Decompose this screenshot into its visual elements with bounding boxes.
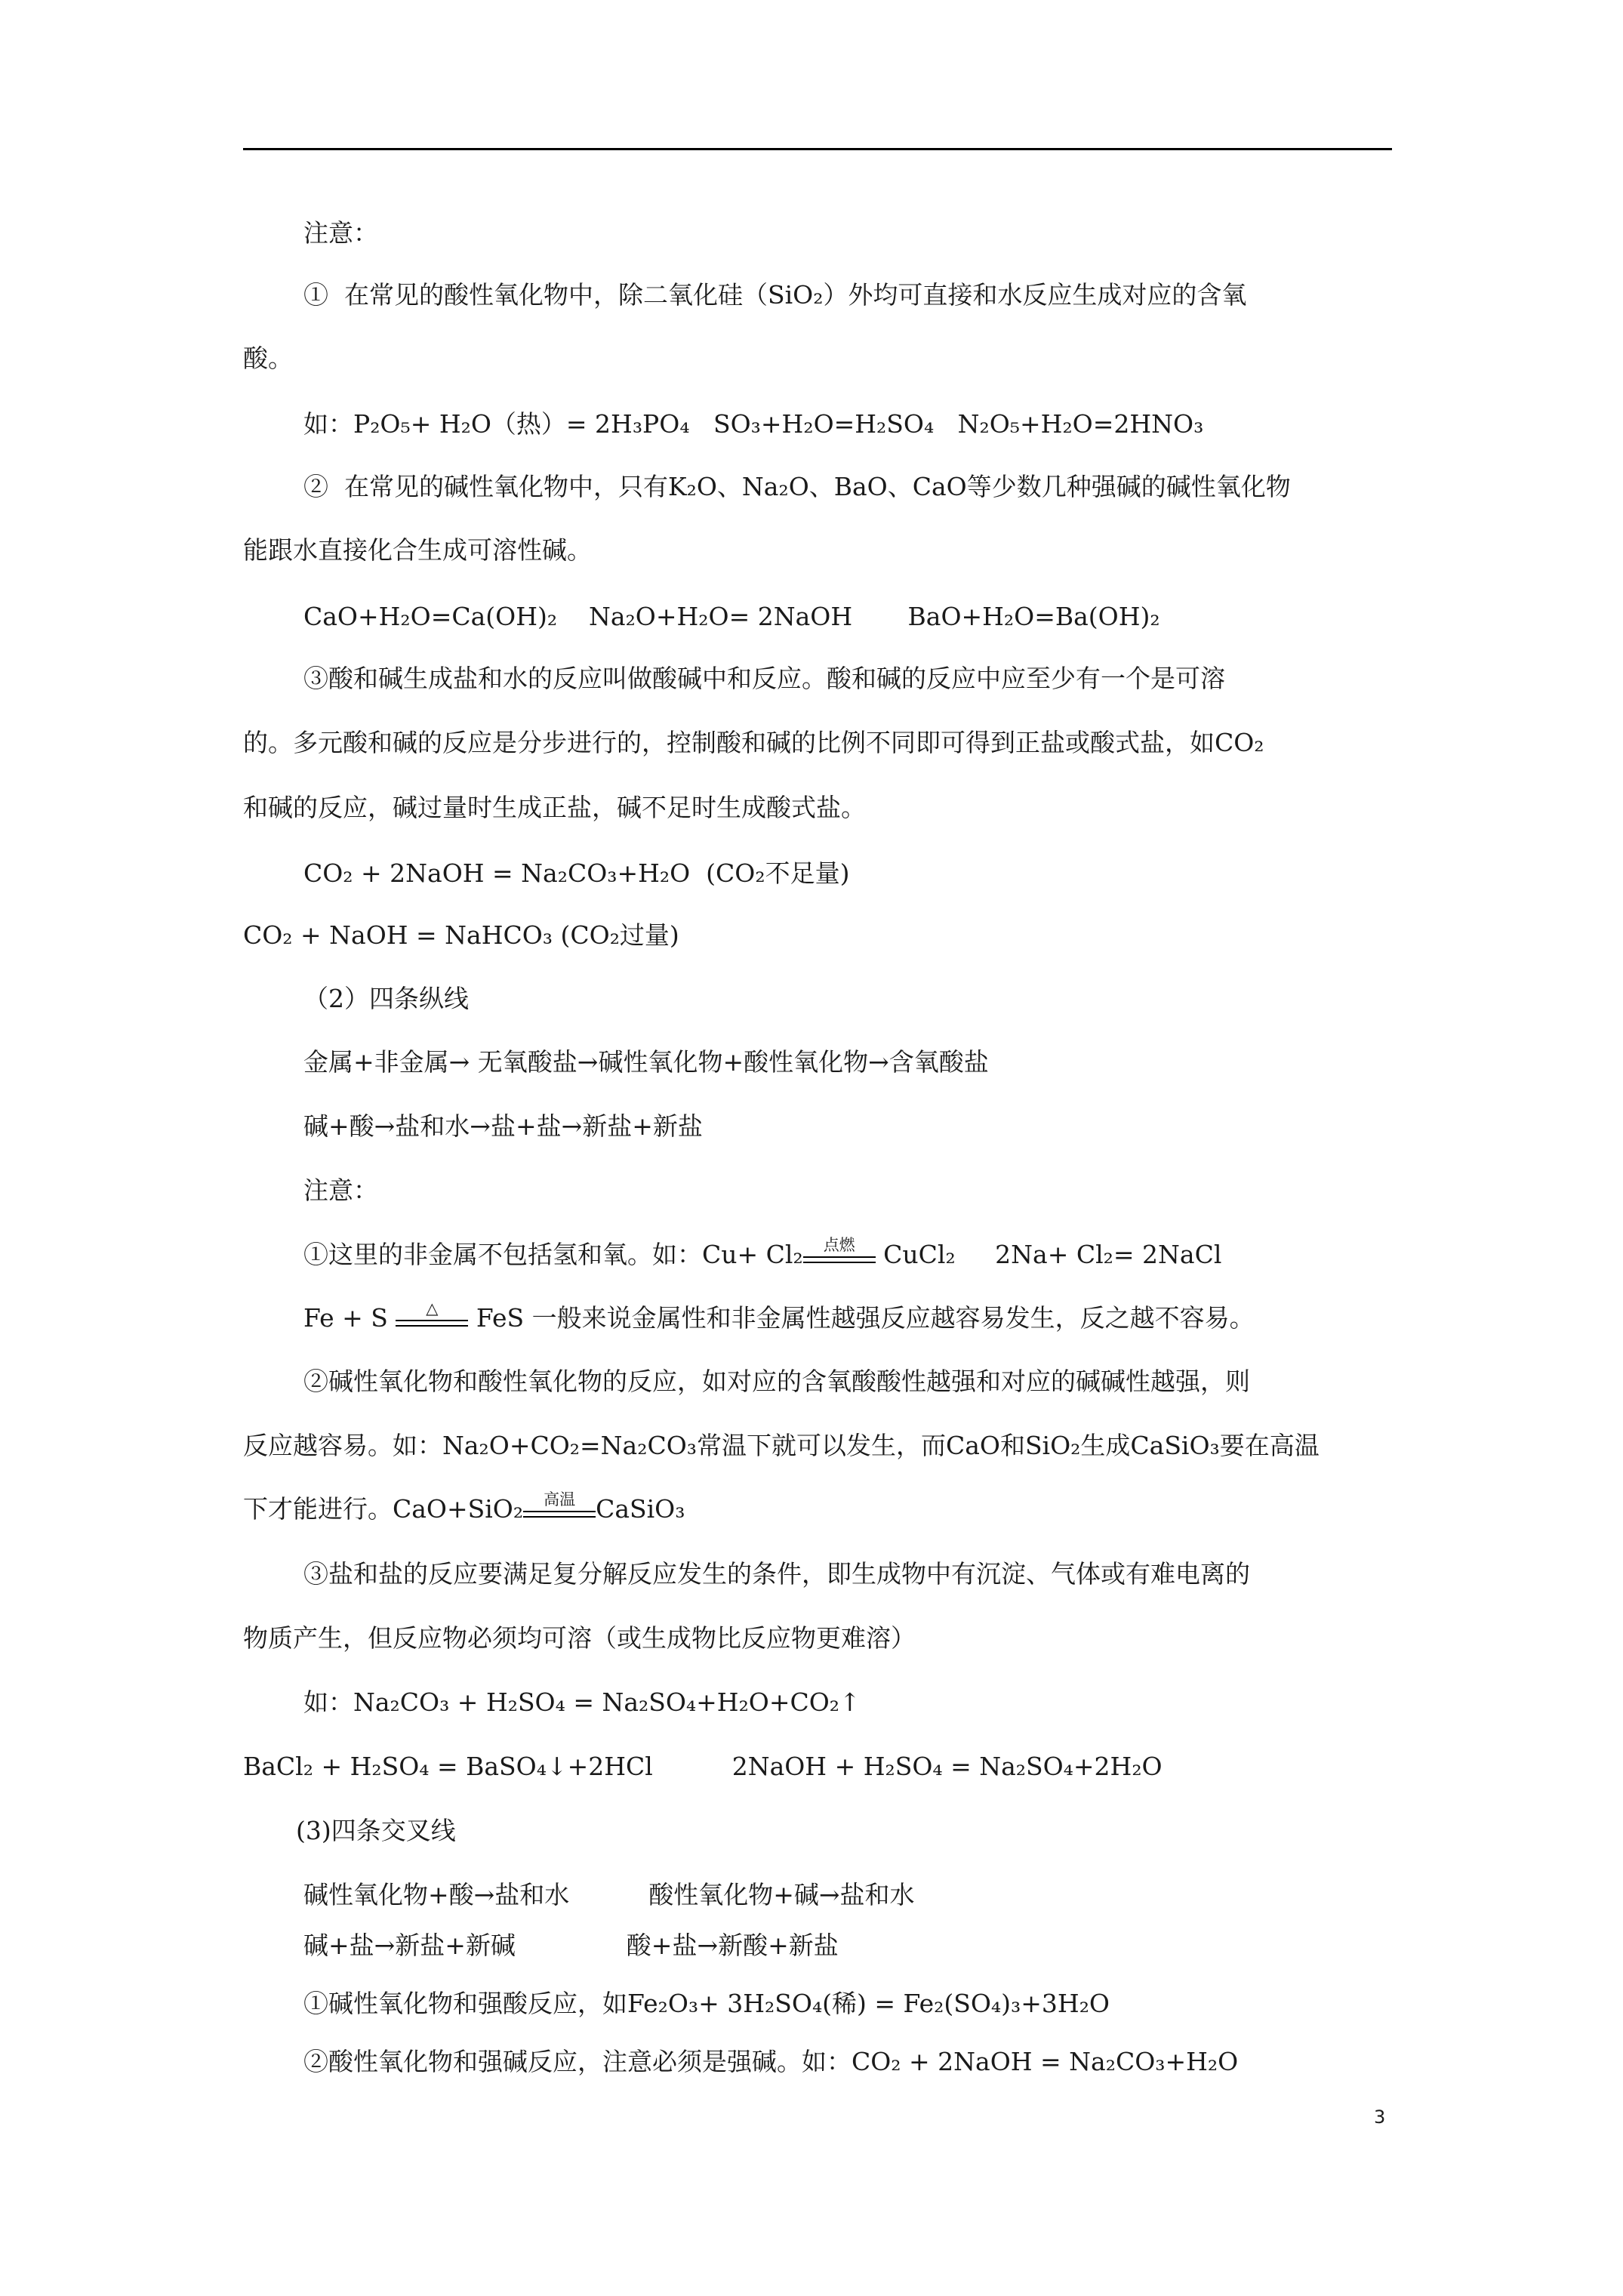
equation-line — [303, 1299, 1255, 1335]
double-line-icon — [396, 1320, 468, 1327]
text-line: ① 在常见的酸性氧化物中，除二氧化硅（SiO₂）外均可直接和水反应生成对应的含氧 — [303, 280, 1247, 310]
double-line-icon — [803, 1256, 876, 1263]
reaction-condition: 高温 — [544, 1490, 576, 1509]
text-line: 注意： — [303, 218, 378, 248]
reaction-arrow — [803, 1236, 876, 1263]
text-line: ③酸和碱生成盐和水的反应叫做酸碱中和反应。酸和碱的反应中应至少有一个是可溶 — [303, 664, 1225, 693]
text-line: 如：Na₂CO₃ + H₂SO₄ = Na₂SO₄+H₂O+CO₂↑ — [303, 1687, 861, 1717]
text-line: 金属+非金属→ 无氧酸盐→碱性氧化物+酸性氧化物→含氧酸盐 — [303, 1047, 989, 1077]
reaction-arrow — [523, 1490, 596, 1518]
reaction-arrow — [396, 1299, 468, 1327]
text-line: ② 在常见的碱性氧化物中，只有K₂O、Na₂O、BaO、CaO等少数几种强碱的碱性氧化物 — [303, 472, 1291, 501]
text-line: 物质产生，但反应物必须均可溶（或生成物比反应物更难溶） — [243, 1623, 916, 1653]
text-line: (3)四条交叉线 — [296, 1816, 456, 1845]
double-line-icon — [523, 1511, 596, 1518]
header-rule — [243, 148, 1392, 150]
text-line: 注意： — [303, 1176, 378, 1205]
text-line: CaO+H₂O=Ca(OH)₂ Na₂O+H₂O= 2NaOH BaO+H₂O=Ba(OH)₂ — [303, 602, 1160, 631]
text-line: 碱+盐→新盐+新碱 酸+盐→新酸+新盐 — [303, 1931, 839, 1960]
text-segment: ①这里的非金属不包括氢和氧。如：Cu+ Cl₂ — [303, 1240, 803, 1269]
text-line: 酸。 — [243, 344, 293, 373]
equation-line — [243, 1490, 685, 1526]
text-line: 碱+酸→盐和水→盐+盐→新盐+新盐 — [303, 1111, 703, 1141]
text-line: CO₂ + 2NaOH = Na₂CO₃+H₂O (CO₂不足量) — [303, 858, 850, 888]
text-line: CO₂ + NaOH = NaHCO₃ (CO₂过量) — [243, 920, 679, 950]
text-line: ①碱性氧化物和强酸反应，如Fe₂O₃+ 3H₂SO₄(稀) = Fe₂(SO₄)₃+3H₂O — [303, 1989, 1110, 2018]
text-segment: CuCl₂ 2Na+ Cl₂= 2NaCl — [875, 1240, 1222, 1269]
page-number: 3 — [1374, 2106, 1386, 2128]
text-line: 碱性氧化物+酸→盐和水 酸性氧化物+碱→盐和水 — [303, 1880, 915, 1909]
text-line: ②碱性氧化物和酸性氧化物的反应，如对应的含氧酸酸性越强和对应的碱碱性越强，则 — [303, 1367, 1250, 1396]
text-segment: FeS 一般来说金属性和非金属性越强反应越容易发生，反之越不容易。 — [468, 1303, 1255, 1333]
text-line: 反应越容易。如：Na₂O+CO₂=Na₂CO₃常温下就可以发生，而CaO和SiO₂生成CaSiO₃要在高温 — [243, 1431, 1320, 1460]
text-line: ③盐和盐的反应要满足复分解反应发生的条件，即生成物中有沉淀、气体或有难电离的 — [303, 1559, 1250, 1589]
equation-line — [303, 1238, 1221, 1271]
reaction-condition: 点燃 — [823, 1236, 855, 1254]
text-line: （2）四条纵线 — [303, 984, 469, 1013]
text-segment: CaSiO₃ — [596, 1494, 685, 1524]
text-line: 的。多元酸和碱的反应是分步进行的，控制酸和碱的比例不同即可得到正盐或酸式盐，如CO₂ — [243, 728, 1264, 757]
reaction-condition: △ — [426, 1299, 439, 1318]
text-line: ②酸性氧化物和强碱反应，注意必须是强碱。如：CO₂ + 2NaOH = Na₂CO₃+H₂O — [303, 2047, 1239, 2076]
text-line: 如：P₂O₅+ H₂O（热）= 2H₃PO₄ SO₃+H₂O=H₂SO₄ N₂O₅+H₂O=2HNO₃ — [303, 409, 1204, 439]
text-segment: 下才能进行。CaO+SiO₂ — [243, 1494, 524, 1524]
text-line: 能跟水直接化合生成可溶性碱。 — [243, 535, 592, 565]
text-segment: Fe + S — [303, 1303, 396, 1333]
text-line: BaCl₂ + H₂SO₄ = BaSO₄↓+2HCl 2NaOH + H₂SO₄ = Na₂SO₄+2H₂O — [243, 1752, 1163, 1781]
text-line: 和碱的反应，碱过量时生成正盐，碱不足时生成酸式盐。 — [243, 793, 866, 822]
